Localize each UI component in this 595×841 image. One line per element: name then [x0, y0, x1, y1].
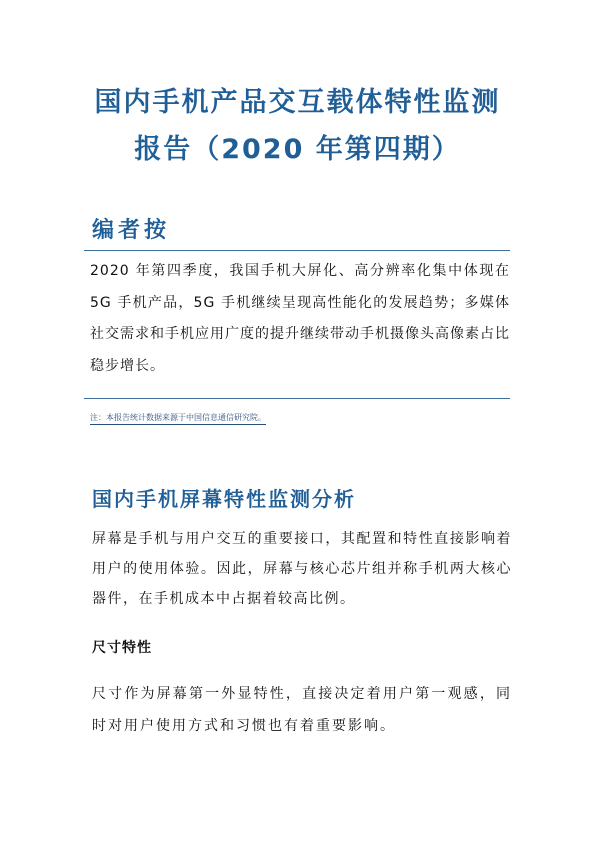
divider-top [84, 250, 510, 251]
divider-bottom [84, 398, 510, 399]
section-body: 屏幕是手机与用户交互的重要接口，其配置和特性直接影响着用户的使用体验。因此，屏幕与核心芯片组并称手机两大核心器件，在手机成本中占据着较高比例。 [92, 531, 512, 607]
section-heading: 国内手机屏幕特性监测分析 [92, 487, 356, 511]
document-title-line-1: 国内手机产品交互载体特性监测 [94, 87, 501, 118]
editor-note-heading: 编者按 [92, 218, 171, 243]
editor-note-body: 2020 年第四季度，我国手机大屏化、高分辨率化集中体现在 5G 手机产品，5G 手机继续呈现高性能化的发展趋势；多媒体社交需求和手机应用广度的提升继续带动手机摄像头高像素占比稳步增长。 [90, 263, 510, 374]
footnote: 注：本报告统计数据来源于中国信息通信研究院。 [90, 412, 266, 425]
document-title-line-2: 报告（2020 年第四期） [134, 134, 461, 165]
subsection-body: 尺寸作为屏幕第一外显特性，直接决定着用户第一观感，同时对用户使用方式和习惯也有着重要影响。 [92, 686, 512, 734]
subsection-heading: 尺寸特性 [92, 640, 152, 656]
